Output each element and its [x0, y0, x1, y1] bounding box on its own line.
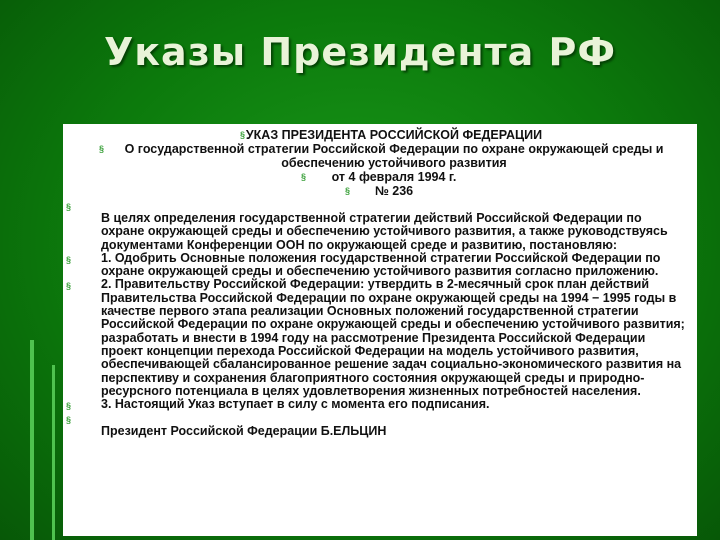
- square-bullet-icon: §: [99, 144, 105, 154]
- decree-subject: О государственной стратегии Российской Федерации по охране окружающей среды и обеспечению устойчивого развития: [124, 142, 664, 170]
- square-bullet-icon: §: [301, 172, 307, 182]
- square-bullet-icon: §: [345, 186, 351, 196]
- square-bullet-icon: §: [66, 415, 72, 426]
- paragraph-2: § 2. Правительству Российской Федерации: утвердить в 2-месячный срок план действий Правительства Российской Федерации по охране окружающей среды на 1994 − 1995 годы в качестве первого этапа реализации Основных положений государственной стратегии Российской Федерации по охране окружающей среды и обеспечению устойчивого развития; разработать и внести в 1994 году на рассмотрение Президента Российской Федерации проект концепции перехода Российской Федерации на модель устойчивого развития, обеспечивающей сбалансированное решение задач социально-экономического развития на перспективу и сохранения благоприятного состояния окружающей среды и природно-ресурсного потенциала в целях удовлетворения жизненных потребностей населения.: [66, 277, 685, 398]
- document-panel: [63, 124, 697, 536]
- signature: § Президент Российской Федерации Б.ЕЛЬЦИН: [66, 415, 387, 439]
- decree-date-line: [101, 170, 687, 184]
- decree-number-line: [101, 184, 687, 198]
- square-bullet-icon: §: [66, 254, 72, 265]
- paragraph-preamble: В целях определения государственной стратегии действий Российской Федерации по охране окружающей среды и обеспечению устойчивого развития, а также руководствуясь документами Конференции ООН по окружающей среде и развитию, постановляю:: [101, 211, 668, 252]
- paragraph-1: § 1. Одобрить Основные положения государственной стратегии Российской Федерации по охране окружающей среды и обеспечению устойчивого развития согласно приложению.: [66, 250, 661, 279]
- square-bullet-icon: §: [66, 401, 72, 412]
- decree-number: № 236: [374, 184, 414, 198]
- paragraph-3: § 3. Настоящий Указ вступает в силу с момента его подписания.: [66, 397, 490, 412]
- decree-heading: УКАЗ ПРЕЗИДЕНТА РОССИЙСКОЙ ФЕДЕРАЦИИ: [245, 128, 543, 142]
- square-bullet-icon: §: [66, 281, 72, 292]
- decree-heading-line: [101, 128, 687, 142]
- left-decorative-stripe: [30, 340, 34, 540]
- decree-subject-line: [101, 142, 687, 170]
- square-bullet-icon: §: [240, 130, 246, 140]
- square-bullet-icon: §: [66, 202, 72, 212]
- left-decorative-stripe-2: [52, 365, 55, 540]
- decree-date: от 4 февраля 1994 г.: [331, 170, 457, 184]
- decree-body: [66, 202, 687, 439]
- page-title: Указы Президента РФ: [103, 30, 617, 74]
